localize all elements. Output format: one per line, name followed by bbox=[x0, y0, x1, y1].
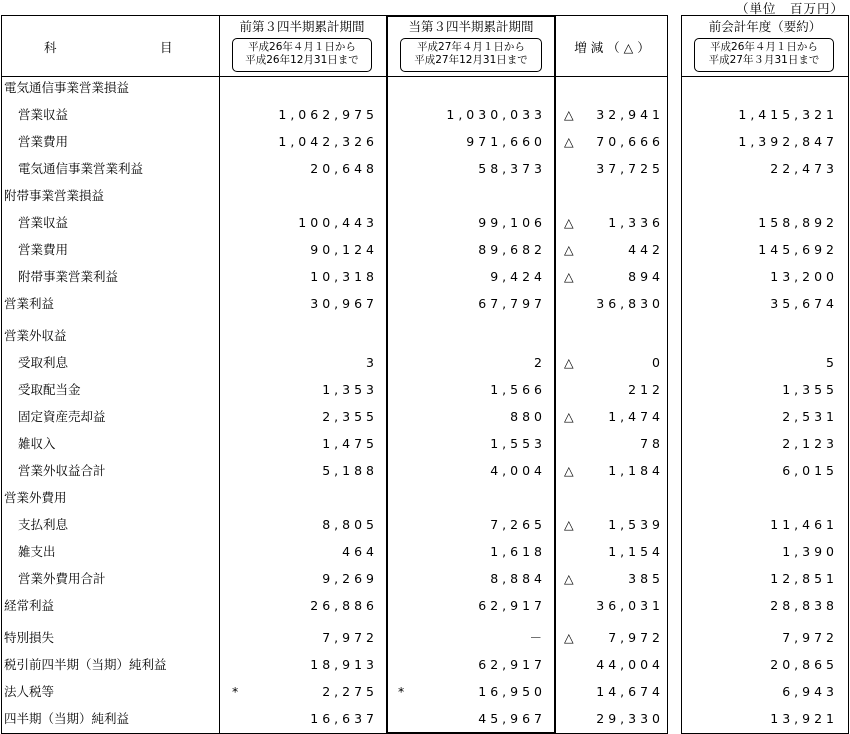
prev-q3-value: 1,475 bbox=[322, 436, 378, 451]
row-label: 営業費用 bbox=[18, 134, 69, 149]
negative-mark: △ bbox=[564, 242, 574, 257]
row-label: 営業外収益 bbox=[4, 328, 67, 343]
curr-q3-value: 62,917 bbox=[478, 657, 546, 672]
row-label: 営業外費用合計 bbox=[18, 571, 106, 586]
prev-q3-value: 16,637 bbox=[310, 711, 378, 726]
prev-year-value: 1,355 bbox=[782, 382, 838, 397]
negative-mark: △ bbox=[564, 215, 574, 230]
row-label: 営業収益 bbox=[18, 107, 69, 122]
curr-q3-value: 99,106 bbox=[478, 215, 546, 230]
negative-mark: △ bbox=[564, 630, 574, 645]
row-label: 固定資産売却益 bbox=[18, 409, 106, 424]
prev-q3-note-mark: * bbox=[232, 684, 239, 699]
curr-q3-value: 2 bbox=[534, 355, 546, 370]
curr-q3-period-end: 平成27年12月31日まで bbox=[414, 54, 528, 66]
change-value: 36,830 bbox=[596, 296, 664, 311]
prev-year-value: 1,415,321 bbox=[738, 107, 838, 122]
prev-year-value: 13,200 bbox=[770, 269, 838, 284]
prev-year-period-end: 平成27年３月31日まで bbox=[708, 54, 820, 66]
subject-header-ka: 科 bbox=[44, 40, 57, 55]
prev-q3-value: 20,648 bbox=[310, 161, 378, 176]
prev-q3-period bbox=[232, 38, 372, 72]
prev-year-value: 7,972 bbox=[782, 630, 838, 645]
curr-q3-value: 45,967 bbox=[478, 711, 546, 726]
row-label: 附帯事業営業利益 bbox=[18, 269, 119, 284]
prev-year-value: 28,838 bbox=[770, 598, 838, 613]
prev-year-value: 13,921 bbox=[770, 711, 838, 726]
prev-q3-value: 100,443 bbox=[298, 215, 378, 230]
negative-mark: △ bbox=[564, 269, 574, 284]
header-separator bbox=[1, 76, 668, 77]
prev-year-value: 6,943 bbox=[782, 684, 838, 699]
prev-year-value: 12,851 bbox=[770, 571, 838, 586]
curr-q3-value: 16,950 bbox=[478, 684, 546, 699]
curr-q3-value: 7,265 bbox=[490, 517, 546, 532]
prev-q3-value: 30,967 bbox=[310, 296, 378, 311]
change-value: 1,184 bbox=[608, 463, 664, 478]
change-value: 442 bbox=[628, 242, 664, 257]
prev-year-value: 35,674 bbox=[770, 296, 838, 311]
negative-mark: △ bbox=[564, 517, 574, 532]
row-label: 法人税等 bbox=[4, 684, 55, 699]
prev-year-value: 11,461 bbox=[770, 517, 838, 532]
curr-q3-value: 1,566 bbox=[490, 382, 546, 397]
change-value: 0 bbox=[652, 355, 664, 370]
prev-q3-value: 18,913 bbox=[310, 657, 378, 672]
row-label: 特別損失 bbox=[4, 630, 55, 645]
row-label: 支払利息 bbox=[18, 517, 69, 532]
row-label: 営業利益 bbox=[4, 296, 55, 311]
curr-q3-period bbox=[400, 38, 542, 72]
negative-mark: △ bbox=[564, 463, 574, 478]
change-header: 増 減 （ △ ） bbox=[574, 40, 650, 55]
prev-year-value: 145,692 bbox=[758, 242, 838, 257]
change-value: 212 bbox=[628, 382, 664, 397]
row-label: 受取利息 bbox=[18, 355, 69, 370]
curr-q3-value: 9,424 bbox=[490, 269, 546, 284]
change-value: 1,336 bbox=[608, 215, 664, 230]
row-label: 営業費用 bbox=[18, 242, 69, 257]
change-value: 7,972 bbox=[608, 630, 664, 645]
change-value: 14,674 bbox=[596, 684, 664, 699]
row-label: 税引前四半期（当期）純利益 bbox=[4, 657, 167, 672]
prev-q3-value: 10,318 bbox=[310, 269, 378, 284]
row-label: 雑収入 bbox=[18, 436, 56, 451]
change-value: 44,004 bbox=[596, 657, 664, 672]
row-label: 電気通信事業営業利益 bbox=[18, 161, 144, 176]
prev-q3-value: 9,269 bbox=[322, 571, 378, 586]
prev-q3-value: 5,188 bbox=[322, 463, 378, 478]
curr-q3-value: 67,797 bbox=[478, 296, 546, 311]
negative-mark: △ bbox=[564, 107, 574, 122]
subject-header-moku: 目 bbox=[160, 40, 173, 55]
prev-year-period-start: 平成26年４月１日から bbox=[710, 41, 818, 53]
curr-q3-value: 8,884 bbox=[490, 571, 546, 586]
unit-label: （単位 百万円） bbox=[735, 1, 844, 16]
row-label: 受取配当金 bbox=[18, 382, 81, 397]
prev-year-value: 5 bbox=[826, 355, 838, 370]
curr-q3-value: 58,373 bbox=[478, 161, 546, 176]
row-label: 四半期（当期）純利益 bbox=[4, 711, 130, 726]
negative-mark: △ bbox=[564, 134, 574, 149]
row-label: 電気通信事業営業損益 bbox=[4, 80, 130, 95]
prev-year-header: 前会計年度（要約） bbox=[708, 19, 822, 34]
negative-mark: △ bbox=[564, 571, 574, 586]
row-label: 営業外収益合計 bbox=[18, 463, 106, 478]
curr-q3-value: － bbox=[529, 630, 546, 645]
prev-q3-value: 7,972 bbox=[322, 630, 378, 645]
prev-year-value: 158,892 bbox=[758, 215, 838, 230]
prev-year-value: 6,015 bbox=[782, 463, 838, 478]
change-value: 36,031 bbox=[596, 598, 664, 613]
prev-q3-header: 前第３四半期累計期間 bbox=[239, 19, 365, 34]
prev-q3-period-start: 平成26年４月１日から bbox=[248, 41, 356, 53]
prev-q3-period-end: 平成26年12月31日まで bbox=[245, 54, 359, 66]
negative-mark: △ bbox=[564, 409, 574, 424]
change-value: 37,725 bbox=[596, 161, 664, 176]
col-divider bbox=[219, 15, 220, 734]
row-label: 附帯事業営業損益 bbox=[4, 188, 105, 203]
prev-q3-value: 3 bbox=[366, 355, 378, 370]
row-label: 営業収益 bbox=[18, 215, 69, 230]
prev-q3-value: 8,805 bbox=[322, 517, 378, 532]
prev-year-period bbox=[694, 38, 834, 72]
change-value: 894 bbox=[628, 269, 664, 284]
prev-year-value: 1,390 bbox=[782, 544, 838, 559]
curr-q3-value: 4,004 bbox=[490, 463, 546, 478]
change-value: 78 bbox=[640, 436, 664, 451]
prev-q3-value: 2,275 bbox=[322, 684, 378, 699]
curr-q3-value: 880 bbox=[510, 409, 546, 424]
row-label: 雑支出 bbox=[18, 544, 56, 559]
change-value: 32,941 bbox=[596, 107, 664, 122]
prev-q3-value: 1,353 bbox=[322, 382, 378, 397]
change-value: 1,154 bbox=[608, 544, 664, 559]
change-value: 70,666 bbox=[596, 134, 664, 149]
prev-year-value: 22,473 bbox=[770, 161, 838, 176]
curr-q3-value: 62,917 bbox=[478, 598, 546, 613]
row-label: 営業外費用 bbox=[4, 490, 67, 505]
prev-q3-value: 1,042,326 bbox=[278, 134, 378, 149]
header-separator bbox=[681, 76, 849, 77]
negative-mark: △ bbox=[564, 355, 574, 370]
prev-q3-value: 2,355 bbox=[322, 409, 378, 424]
prev-year-value: 2,531 bbox=[782, 409, 838, 424]
prev-year-value: 1,392,847 bbox=[738, 134, 838, 149]
prev-year-value: 20,865 bbox=[770, 657, 838, 672]
curr-q3-header: 当第３四半期累計期間 bbox=[408, 19, 534, 34]
prev-year-value: 2,123 bbox=[782, 436, 838, 451]
change-value: 1,474 bbox=[608, 409, 664, 424]
change-value: 385 bbox=[628, 571, 664, 586]
curr-q3-value: 89,682 bbox=[478, 242, 546, 257]
prev-q3-value: 26,886 bbox=[310, 598, 378, 613]
prev-q3-value: 90,124 bbox=[310, 242, 378, 257]
prev-q3-value: 1,062,975 bbox=[278, 107, 378, 122]
change-value: 29,330 bbox=[596, 711, 664, 726]
curr-q3-note-mark: * bbox=[398, 684, 405, 699]
curr-q3-value: 1,030,033 bbox=[446, 107, 546, 122]
curr-q3-value: 1,553 bbox=[490, 436, 546, 451]
curr-q3-value: 971,660 bbox=[466, 134, 546, 149]
curr-q3-period-start: 平成27年４月１日から bbox=[417, 41, 525, 53]
curr-q3-value: 1,618 bbox=[490, 544, 546, 559]
change-value: 1,539 bbox=[608, 517, 664, 532]
prev-q3-value: 464 bbox=[342, 544, 378, 559]
row-label: 経常利益 bbox=[4, 598, 55, 613]
